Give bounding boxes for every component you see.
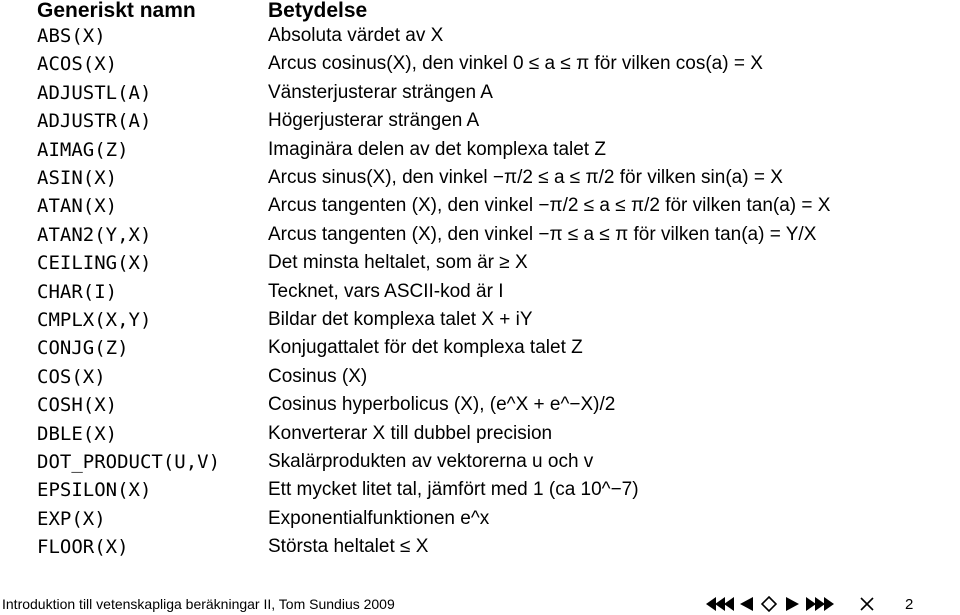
first-page-icon[interactable] <box>706 595 736 613</box>
table-row <box>0 505 960 533</box>
table-row <box>0 164 960 192</box>
function-description: Exponentialfunktionen e^x <box>268 507 490 529</box>
table-row <box>0 363 960 391</box>
function-name: DBLE(X) <box>37 422 118 445</box>
function-description: Skalärprodukten av vektorerna u och v <box>268 451 594 472</box>
prev-page-icon[interactable] <box>740 595 754 613</box>
function-description: Absoluta värdet av X <box>268 25 444 46</box>
function-name: AIMAG(Z) <box>37 138 129 161</box>
table-row <box>0 420 960 448</box>
function-name: ATAN(X) <box>37 195 118 218</box>
column-header-name: Generiskt namn <box>37 0 196 22</box>
function-name: ACOS(X) <box>37 53 118 76</box>
footer <box>0 593 960 615</box>
function-description: Imaginära delen av det komplexa talet Z <box>268 138 606 160</box>
table-row <box>0 136 960 164</box>
function-description: Arcus tangenten (X), den vinkel −π/2 ≤ a ≤ π/2 för vilken tan(a) = X <box>268 195 831 217</box>
table-row <box>0 50 960 78</box>
function-name: CONJG(Z) <box>37 337 129 360</box>
function-description: Cosinus hyperbolicus (X), (e^X + e^−X)/2 <box>268 394 616 416</box>
function-description: Konverterar X till dubbel precision <box>268 422 553 444</box>
function-description: Bildar det komplexa talet X + iY <box>268 309 533 330</box>
table-row <box>0 107 960 135</box>
table-row <box>0 334 960 362</box>
table-row <box>0 278 960 306</box>
table-row <box>0 391 960 419</box>
function-name: CMPLX(X,Y) <box>37 309 152 331</box>
function-name: FLOOR(X) <box>37 536 129 559</box>
function-name: ASIN(X) <box>37 167 118 189</box>
function-description: Tecknet, vars ASCII-kod är I <box>268 280 504 302</box>
function-name: COS(X) <box>37 365 106 388</box>
function-name: DOT_PRODUCT(U,V) <box>37 451 221 473</box>
page-number: 2 <box>905 596 914 613</box>
table-row <box>0 249 960 277</box>
table-row <box>0 448 960 476</box>
last-page-icon[interactable] <box>806 595 836 613</box>
column-header-meaning: Betydelse <box>268 0 368 22</box>
toc-diamond-icon[interactable] <box>761 595 777 613</box>
function-name: ABS(X) <box>37 25 106 47</box>
function-description: Arcus sinus(X), den vinkel −π/2 ≤ a ≤ π/2 för vilken sin(a) = X <box>268 167 783 188</box>
footer-text: Introduktion till vetenskapliga beräkningar II, Tom Sundius 2009 <box>2 596 395 612</box>
function-name: ATAN2(Y,X) <box>37 223 152 246</box>
function-name: ADJUSTR(A) <box>37 110 152 133</box>
table-row <box>0 79 960 107</box>
function-description: Arcus tangenten (X), den vinkel −π ≤ a ≤ π för vilken tan(a) = Y/X <box>268 223 817 245</box>
function-description: Arcus cosinus(X), den vinkel 0 ≤ a ≤ π för vilken cos(a) = X <box>268 53 763 75</box>
function-description: Cosinus (X) <box>268 365 368 387</box>
function-name: COSH(X) <box>37 394 118 417</box>
table-row <box>0 306 960 334</box>
function-name: ADJUSTL(A) <box>37 81 152 104</box>
function-name: CEILING(X) <box>37 252 152 275</box>
function-name: EPSILON(X) <box>37 479 152 502</box>
table-row <box>0 22 960 50</box>
function-description: Konjugattalet för det komplexa talet Z <box>268 337 583 359</box>
function-description: Ett mycket litet tal, jämfört med 1 (ca 10^−7) <box>268 479 639 501</box>
function-name: CHAR(I) <box>37 280 118 303</box>
function-description: Största heltalet ≤ X <box>268 536 429 558</box>
function-description: Det minsta heltalet, som är ≥ X <box>268 252 528 274</box>
function-description: Vänsterjusterar strängen A <box>268 81 493 103</box>
table-row <box>0 221 960 249</box>
next-page-icon[interactable] <box>785 595 799 613</box>
close-icon[interactable] <box>860 595 874 613</box>
table-row <box>0 533 960 561</box>
table-row <box>0 476 960 504</box>
table-row <box>0 192 960 220</box>
function-name: EXP(X) <box>37 507 106 530</box>
function-description: Högerjusterar strängen A <box>268 110 480 132</box>
